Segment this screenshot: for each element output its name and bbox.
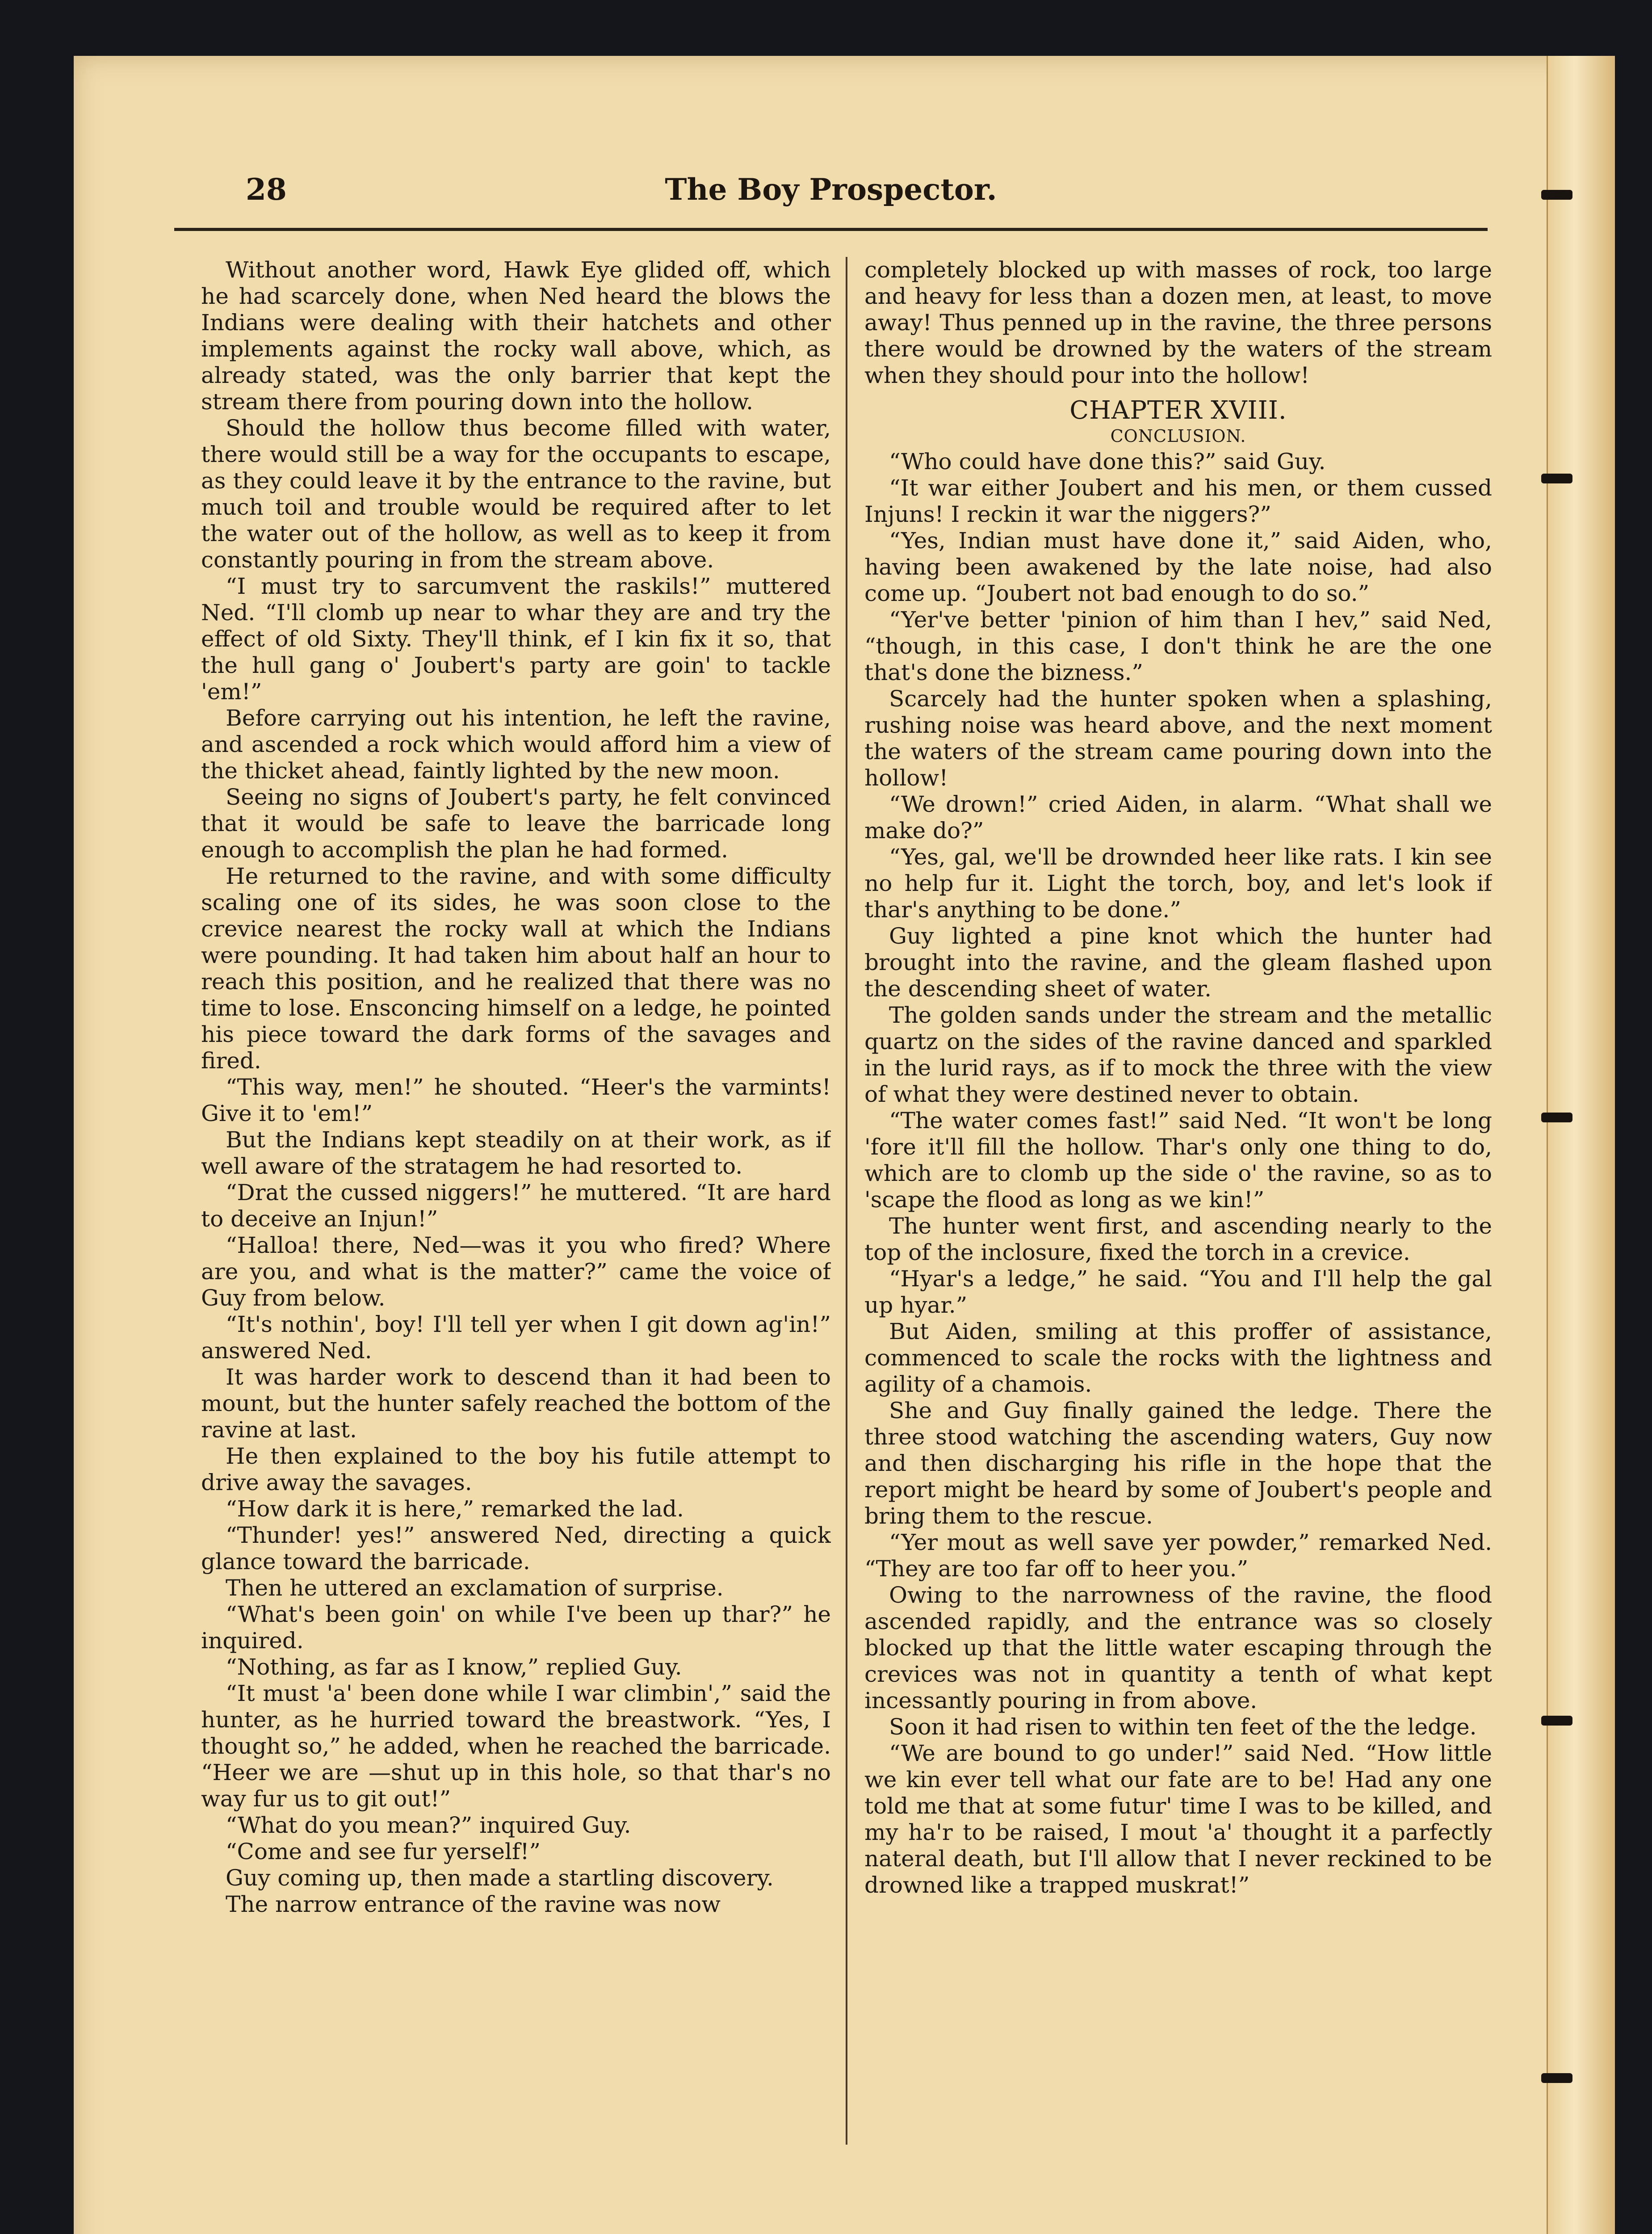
page-header [174,172,1488,221]
paragraph: Should the hollow thus become filled with water, there would still be a way for the occupants to escape, as they could leave it by the entrance to the ravine, but much toil and trouble would be required after to let the water out of the hollow, as well as to keep it from constantly pouring in from the stream above. [201,415,831,573]
paragraph: But the Indians kept steadily on at their work, as if well aware of the stratagem he had resorted to. [201,1127,831,1179]
paragraph: “Yer've better 'pinion of him than I hev,” said Ned, “though, in this case, I don't think he are the one that's done the bizness.” [864,607,1492,685]
paragraph: “We are bound to go under!” said Ned. “How little we kin ever tell what our fate are to be! Had any one told me that at some futur' time I was to be killed, and my ha'r to be raised, I mout 'a' thought it a parfectly nateral death, but I'll allow that I never reckined to be drowned like a trapped muskrat!” [864,1740,1492,1898]
paragraph: “The water comes fast!” said Ned. “It won't be long 'fore it'll fill the hollow. Thar's only one thing to do, which are to clomb up the side o' the ravine, so as to 'scape the flood as long as we kin!” [864,1108,1492,1213]
binding-spine [1547,56,1615,2234]
paragraph: “Hyar's a ledge,” he said. “You and I'll help the gal up hyar.” [864,1266,1492,1318]
paragraph: “Come and see fur yerself!” [226,1839,541,1864]
paragraph: “Yes, gal, we'll be drownded heer like rats. I kin see no help fur it. Light the torch, boy, and let's look if thar's anything to be done.” [864,844,1492,923]
paragraph: Seeing no signs of Joubert's party, he felt convinced that it would be safe to leave the barricade long enough to accomplish the plan he had formed. [201,784,831,863]
paragraph: Before carrying out his intention, he left the ravine, and ascended a rock which would afford him a view of the thicket ahead, faintly lighted by the new moon. [201,705,831,784]
paragraph: “What's been goin' on while I've been up thar?” he inquired. [201,1601,831,1654]
paragraph: completely blocked up with masses of rock, too large and heavy for less than a dozen men, at least, to move away! Thus penned up in the ravine, the three persons there would be drowned by the waters of the stream when they should pour into the hollow! [864,257,1492,388]
binding-staple [1541,474,1572,483]
right-column [864,257,1492,2151]
paragraph: “It must 'a' been done while I war climbin',” said the hunter, as he hurried toward the breastwork. “Yes, I thought so,” he added, when he reached the barricade. “Heer we are —shut up in this hole, so that thar's no way fur us to git out!” [201,1680,831,1812]
paragraph: The golden sands under the stream and the metallic quartz on the sides of the ravine danced and sparkled in the lurid rays, as if to mock the three with the view of what they were destined never to obtain. [864,1002,1492,1107]
header-rule [174,228,1488,231]
paragraph: Owing to the narrowness of the ravine, the flood ascended rapidly, and the entrance was so closely blocked up that the little water escaping through the crevices was not in quantity a tenth of what kept incessantly pouring in from above. [864,1582,1492,1713]
paragraph: Without another word, Hawk Eye glided off, which he had scarcely done, when Ned heard the blows the Indians were dealing with their hatchets and other implements against the rocky wall above, which, as already stated, was the only barrier that kept the stream there from pouring down into the hollow. [201,257,831,415]
paragraph: It was harder work to descend than it had been to mount, but the hunter safely reached the bottom of the ravine at last. [201,1364,831,1443]
paragraph: Then he uttered an exclamation of surprise. [226,1575,724,1601]
binding-staple [1541,190,1572,200]
paragraph: Scarcely had the hunter spoken when a splashing, rushing noise was heard above, and the next moment the waters of the stream came pouring down into the hollow! [864,686,1492,791]
paragraph: Guy lighted a pine knot which the hunter had brought into the ravine, and the gleam flashed upon the descending sheet of water. [864,923,1492,1002]
paragraph: “Who could have done this?” said Guy. [889,449,1326,475]
paragraph: “How dark it is here,” remarked the lad. [226,1496,684,1522]
paragraph: “We drown!” cried Aiden, in alarm. “What shall we make do?” [864,791,1492,844]
paragraph: The narrow entrance of the ravine was now [226,1891,721,1917]
left-column [201,257,831,2151]
column-divider [846,257,847,2145]
binding-staple [1541,1716,1572,1726]
paragraph: “This way, men!” he shouted. “Heer's the varmints! Give it to 'em!” [201,1074,831,1126]
right-column-lead [864,257,1492,389]
running-title: The Boy Prospector. [665,172,997,207]
paragraph: “It's nothin', boy! I'll tell yer when I git down ag'in!” answered Ned. [201,1311,831,1364]
binding-staple [1541,2073,1572,2083]
paragraph: He then explained to the boy his futile attempt to drive away the savages. [201,1443,831,1495]
paragraph: “Yer mout as well save yer powder,” remarked Ned. “They are too far off to heer you.” [864,1529,1492,1582]
chapter-subheading: CONCLUSION. [1110,426,1246,446]
paragraph: Soon it had risen to within ten feet of the the ledge. [889,1714,1477,1740]
chapter-heading: CHAPTER XVIII. [1069,396,1287,425]
paragraph: “I must try to sarcumvent the raskils!” muttered Ned. “I'll clomb up near to whar they are and try the effect of old Sixty. They'll think, ef I kin fix it so, that the hull gang o' Joubert's party are goin' to tackle 'em!” [201,573,831,705]
right-column-body [864,449,1492,1898]
paragraph: “Thunder! yes!” answered Ned, directing a quick glance toward the barricade. [201,1522,831,1575]
binding-staple [1541,1113,1572,1122]
paragraph: But Aiden, smiling at this proffer of assistance, commenced to scale the rocks with the lightness and agility of a chamois. [864,1319,1492,1397]
paragraph: “Nothing, as far as I know,” replied Guy. [226,1654,682,1680]
paragraph: “Halloa! there, Ned—was it you who fired? Where are you, and what is the matter?” came the voice of Guy from below. [201,1232,831,1311]
paragraph: “Yes, Indian must have done it,” said Aiden, who, having been awakened by the late noise, had also come up. “Joubert not bad enough to do so.” [864,528,1492,606]
paragraph: “What do you mean?” inquired Guy. [226,1812,631,1838]
paragraph: Guy coming up, then made a startling discovery. [226,1865,774,1891]
paragraph: “It war either Joubert and his men, or them cussed Injuns! I reckin it war the niggers?” [864,475,1492,527]
paragraph: The hunter went first, and ascending nearly to the top of the inclosure, fixed the torch in a crevice. [864,1213,1492,1265]
paragraph: He returned to the ravine, and with some difficulty scaling one of its sides, he was soon close to the crevice nearest the rocky wall at which the Indians were pounding. It had taken him about half an hour to reach this position, and he realized that there was no time to lose. Ensconcing himself on a ledge, he pointed his piece toward the dark forms of the savages and fired. [201,863,831,1074]
paragraph: “Drat the cussed niggers!” he muttered. “It are hard to deceive an Injun!” [201,1180,831,1232]
page-number: 28 [246,172,287,207]
paragraph: She and Guy finally gained the ledge. There the three stood watching the ascending waters, Guy now and then discharging his rifle in the hope that the report might be heard by some of Joubert's people and bring them to the rescue. [864,1398,1492,1529]
